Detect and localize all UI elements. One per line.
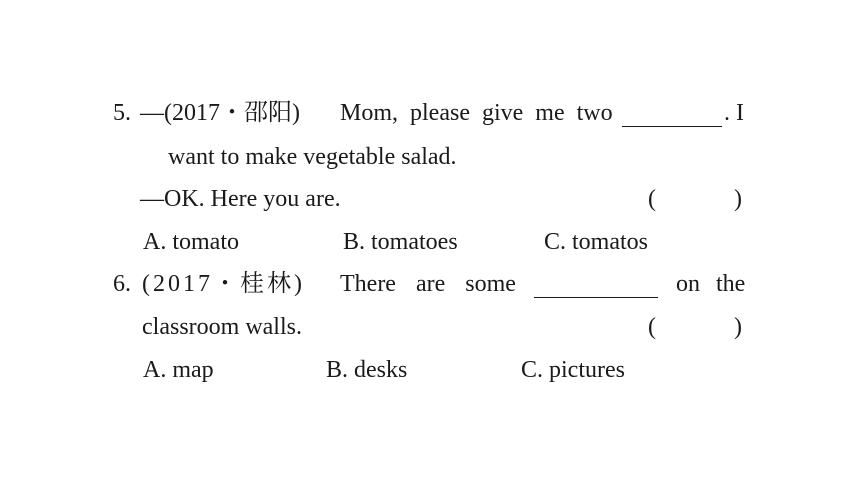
- question-6-answer-blank[interactable]: [534, 297, 658, 298]
- question-6-stem-end: on the: [676, 271, 746, 297]
- question-6-source: (2017・桂林): [142, 271, 305, 297]
- question-6-stem-line2: classroom walls.: [142, 314, 302, 340]
- question-5-answer-paren-left: (: [648, 186, 656, 212]
- question-6-stem: There are some: [340, 271, 516, 297]
- question-5-source: —(2017・邵阳): [140, 100, 300, 126]
- question-5-option-a[interactable]: A. tomato: [143, 229, 239, 255]
- question-6-answer-paren-left: (: [648, 314, 656, 340]
- question-6-answer-paren-right: ): [734, 314, 742, 340]
- question-5-stem-line2: want to make vegetable salad.: [168, 144, 457, 170]
- question-5-stem-end: . I: [724, 100, 744, 126]
- question-6-number: 6.: [113, 271, 131, 297]
- question-6-option-c[interactable]: C. pictures: [521, 357, 625, 383]
- question-5-option-b[interactable]: B. tomatoes: [343, 229, 458, 255]
- question-5-number: 5.: [113, 100, 131, 126]
- question-5-answer-blank[interactable]: [622, 126, 722, 127]
- question-5-answer-paren-right: ): [734, 186, 742, 212]
- question-5-option-c[interactable]: C. tomatos: [544, 229, 649, 255]
- question-6-option-a[interactable]: A. map: [143, 357, 214, 383]
- question-5-stem: Mom, please give me two: [340, 100, 613, 126]
- question-6-option-b[interactable]: B. desks: [326, 357, 408, 383]
- question-5-reply: —OK. Here you are.: [140, 186, 341, 212]
